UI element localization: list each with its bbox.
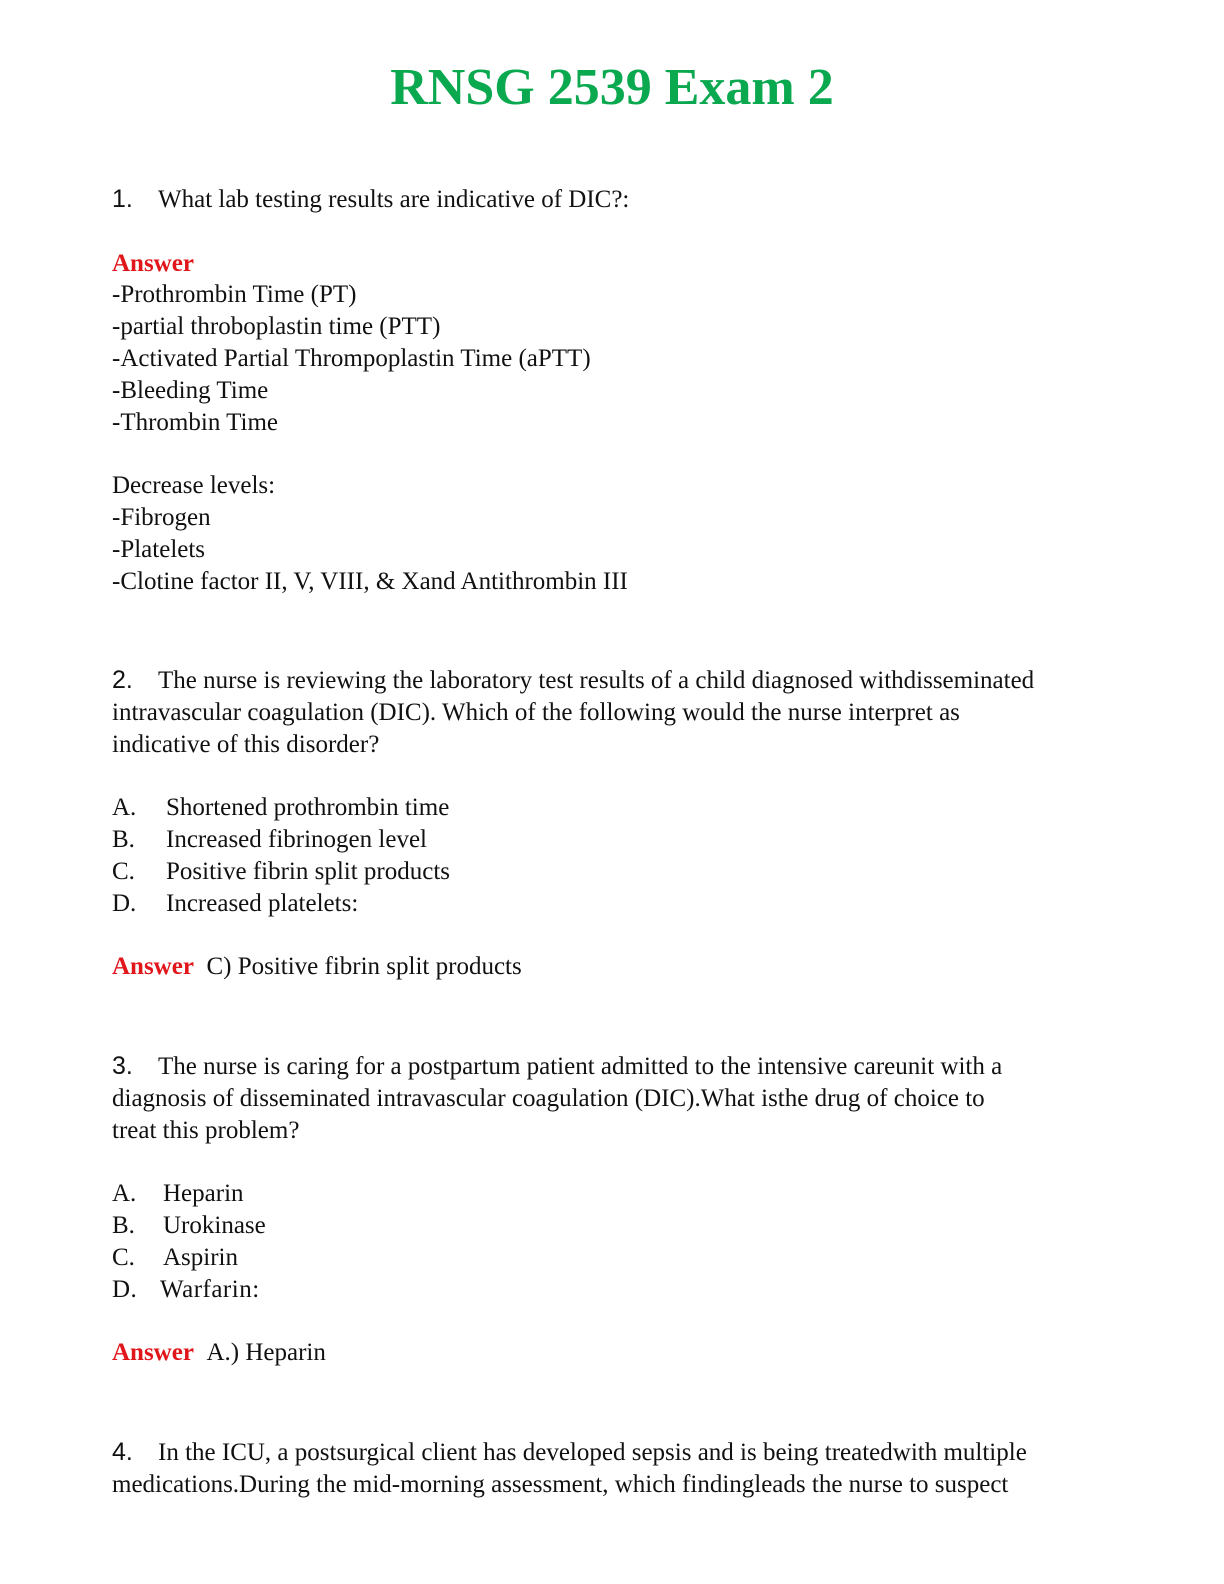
option-letter: A. bbox=[112, 794, 137, 822]
question-1-text: What lab testing results are indicative of DIC?: bbox=[158, 186, 630, 213]
question-2 bbox=[112, 665, 1132, 983]
option-text: Positive fibrin split products bbox=[166, 857, 451, 885]
decrease-line: -Fibrogen bbox=[112, 503, 211, 531]
option-c bbox=[112, 1242, 1132, 1274]
document-title: RNSG 2539 Exam 2 bbox=[390, 59, 834, 116]
question-3 bbox=[112, 1051, 1132, 1369]
answer-label: Answer bbox=[112, 1339, 194, 1367]
option-letter: D. bbox=[112, 889, 137, 917]
option-b bbox=[112, 824, 1132, 856]
question-2-text-line: The nurse is reviewing the laboratory test results of a child diagnosed withdisseminated bbox=[158, 667, 1035, 694]
option-text: Warfarin: bbox=[160, 1275, 260, 1303]
option-a bbox=[112, 792, 1132, 824]
option-letter: B. bbox=[112, 1211, 135, 1239]
answer-label: Answer bbox=[112, 953, 194, 981]
question-1-number: 1. bbox=[112, 185, 133, 213]
option-text: Increased fibrinogen level bbox=[166, 825, 427, 853]
question-1 bbox=[112, 184, 1132, 597]
question-4 bbox=[112, 1437, 1132, 1501]
answer-line: -partial throboplastin time (PTT) bbox=[112, 313, 441, 341]
question-2-number: 2. bbox=[112, 666, 133, 694]
option-text: Urokinase bbox=[163, 1211, 266, 1239]
option-text: Aspirin bbox=[163, 1243, 238, 1271]
question-4-text-line: medications.During the mid-morning assessment, which findingleads the nurse to suspect bbox=[112, 1470, 1009, 1498]
option-letter: B. bbox=[112, 825, 135, 853]
option-a bbox=[112, 1178, 1132, 1210]
question-3-answer bbox=[112, 1337, 1132, 1369]
answer-line: -Bleeding Time bbox=[112, 376, 269, 404]
question-3-text-line: diagnosis of disseminated intravascular coagulation (DIC).What isthe drug of choice to bbox=[112, 1084, 985, 1112]
question-2-text-line: indicative of this disorder? bbox=[112, 730, 380, 758]
question-3-text-line: The nurse is caring for a postpartum patient admitted to the intensive careunit with a bbox=[158, 1053, 1003, 1080]
question-3-text-line: treat this problem? bbox=[112, 1116, 300, 1144]
answer-line: -Prothrombin Time (PT) bbox=[112, 281, 357, 309]
option-letter: C. bbox=[112, 1243, 135, 1271]
question-2-text-line: intravascular coagulation (DIC). Which of the following would the nurse interpret as bbox=[112, 698, 960, 726]
answer-label: Answer bbox=[112, 249, 194, 277]
answer-text: C) Positive fibrin split products bbox=[206, 953, 522, 981]
decrease-heading: Decrease levels: bbox=[112, 472, 276, 500]
answer-line: -Activated Partial Thrompoplastin Time (aPTT) bbox=[112, 344, 591, 372]
answer-text: A.) Heparin bbox=[206, 1339, 326, 1367]
question-4-prompt bbox=[112, 1437, 1132, 1469]
question-3-number: 3. bbox=[112, 1052, 133, 1080]
answer-line: -Thrombin Time bbox=[112, 408, 278, 436]
option-letter: C. bbox=[112, 857, 135, 885]
option-c bbox=[112, 856, 1132, 888]
option-d bbox=[112, 888, 1132, 920]
decrease-line: -Platelets bbox=[112, 535, 206, 563]
option-text: Shortened prothrombin time bbox=[166, 794, 450, 822]
option-text: Heparin bbox=[163, 1180, 244, 1208]
question-2-answer bbox=[112, 951, 1132, 983]
decrease-line: -Clotine factor II, V, VIII, & Xand Antithrombin III bbox=[112, 567, 628, 595]
option-b bbox=[112, 1210, 1132, 1242]
option-letter: A. bbox=[112, 1180, 137, 1208]
question-3-prompt bbox=[112, 1051, 1132, 1083]
question-4-text-line: In the ICU, a postsurgical client has developed sepsis and is being treatedwith multiple bbox=[158, 1439, 1027, 1466]
question-2-prompt bbox=[112, 665, 1132, 697]
option-text: Increased platelets: bbox=[166, 889, 359, 917]
question-4-number: 4. bbox=[112, 1438, 133, 1466]
question-1-prompt bbox=[112, 184, 1132, 216]
option-letter: D. bbox=[112, 1275, 138, 1303]
option-d bbox=[112, 1274, 1132, 1306]
